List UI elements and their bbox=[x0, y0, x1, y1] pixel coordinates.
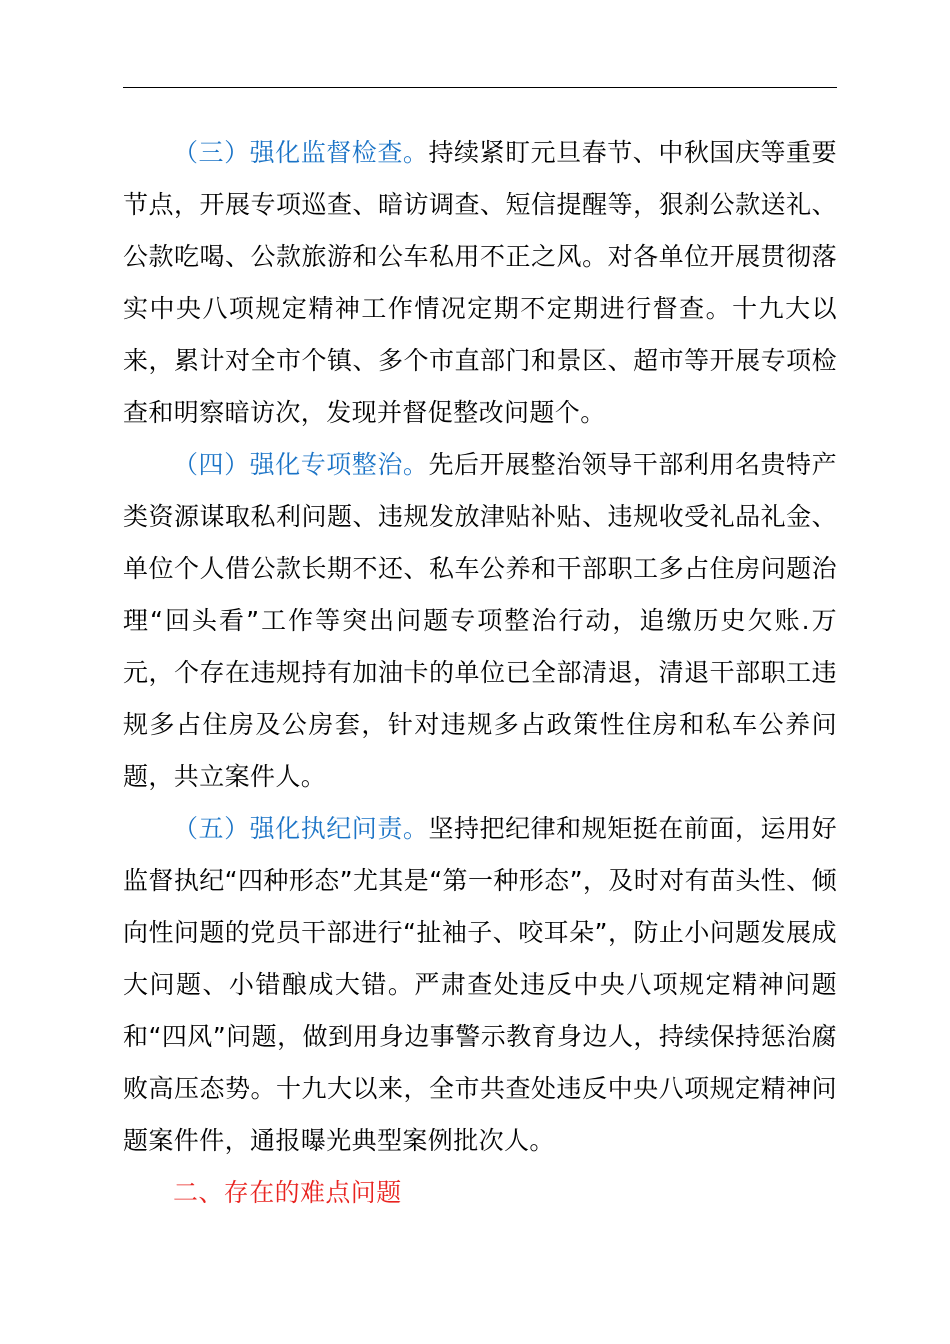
document-body bbox=[123, 127, 837, 1219]
paragraph-special-rectification bbox=[123, 439, 837, 803]
paragraph-discipline-accountability bbox=[123, 803, 837, 1167]
section-heading-difficulties: 二、存在的难点问题 bbox=[173, 1178, 402, 1207]
header-divider bbox=[123, 87, 837, 88]
paragraph-supervision-inspection bbox=[123, 127, 837, 439]
subheading-discipline-accountability: （五）强化执纪问责。 bbox=[173, 814, 429, 843]
paragraph-text: 持续紧盯元旦春节、中秋国庆等重要节点，开展专项巡查、暗访调查、短信提醒等，狠刹公款送礼、公款吃喝、公款旅游和公车私用不正之风。对各单位开展贯彻落实中央八项规定精神工作情况定期不定期进行督查。十九大以来，累计对全市个镇、多个市直部门和景区、超市等开展专项检查和明察暗访次，发现并督促整改问题个。 bbox=[123, 138, 837, 427]
paragraph-text: 先后开展整治领导干部利用名贵特产类资源谋取私利问题、违规发放津贴补贴、违规收受礼品礼金、单位个人借公款长期不还、私车公养和干部职工多占住房问题治理“回头看”工作等突出问题专项整治行动，追缴历史欠账.万元，个存在违规持有加油卡的单位已全部清退，清退干部职工违规多占住房及公房套，针对违规多占政策性住房和私车公养问题，共立案件人。 bbox=[123, 450, 837, 791]
subheading-supervision-inspection: （三）强化监督检查。 bbox=[173, 138, 429, 167]
paragraph-text: 坚持把纪律和规矩挺在前面，运用好监督执纪“四种形态”尤其是“第一种形态”，及时对有苗头性、倾向性问题的党员干部进行“扯袖子、咬耳朵”，防止小问题发展成大问题、小错酿成大错。严肃查处违反中央八项规定精神问题和“四风”问题，做到用身边事警示教育身边人，持续保持惩治腐败高压态势。十九大以来，全市共查处违反中央八项规定精神问题案件件，通报曝光典型案例批次人。 bbox=[123, 814, 837, 1155]
subheading-special-rectification: （四）强化专项整治。 bbox=[173, 450, 429, 479]
